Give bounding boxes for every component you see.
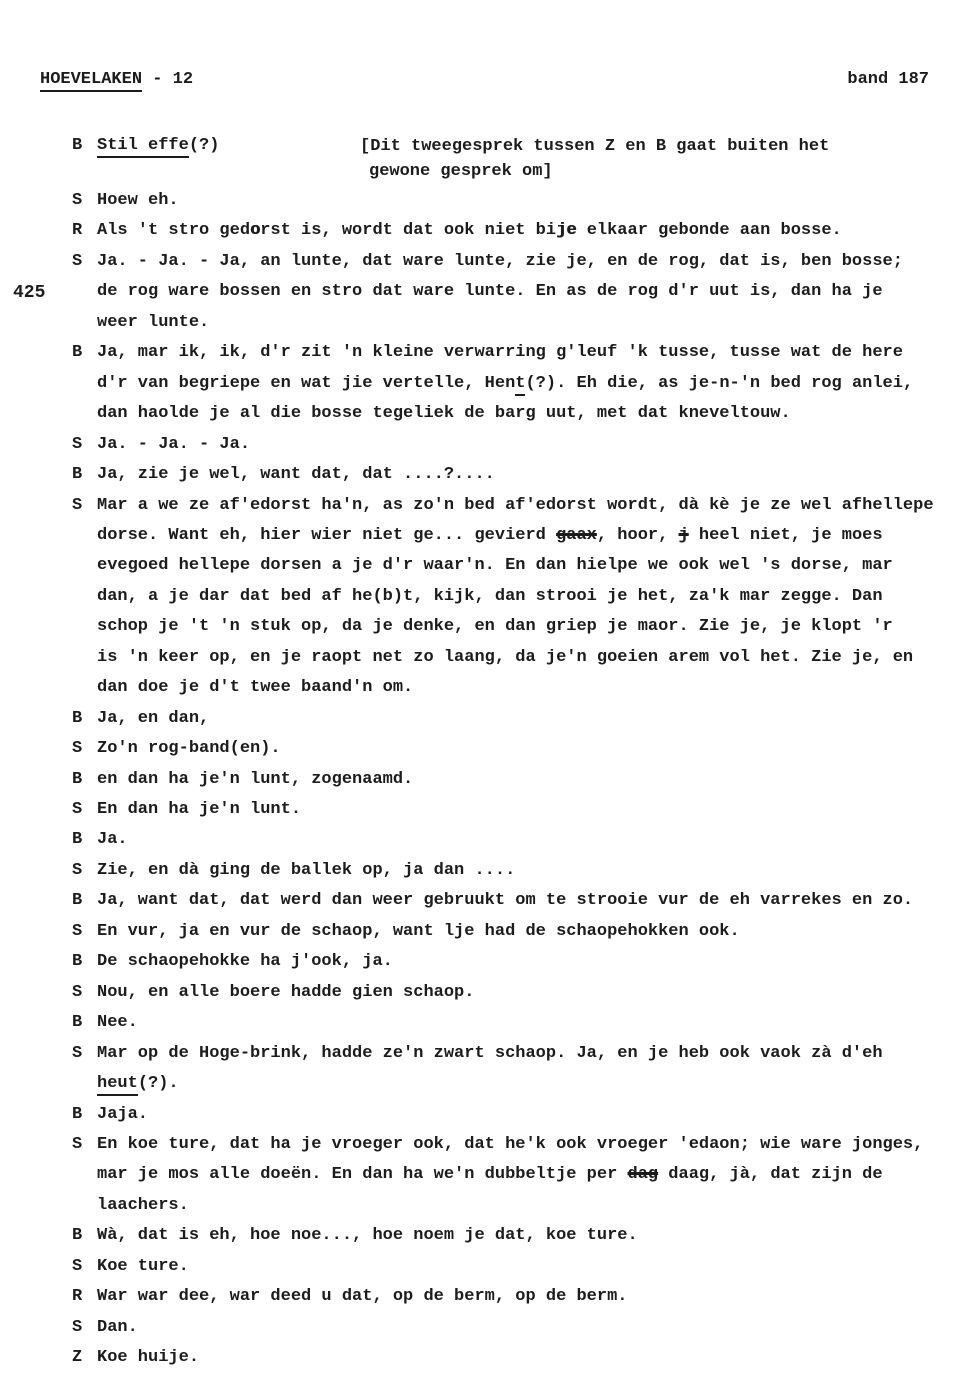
utterance-text: Ja. xyxy=(97,830,128,850)
transcript-line xyxy=(0,770,973,796)
transcript-line-continuation xyxy=(0,648,973,674)
speaker-label: B xyxy=(72,1104,83,1124)
speaker-label: B xyxy=(72,708,83,728)
utterance-text: Hoew eh. xyxy=(97,191,179,210)
transcript-line xyxy=(0,1044,973,1070)
transcript-line xyxy=(0,1135,973,1161)
transcript-line xyxy=(0,952,973,978)
utterance-text: Nou, en alle boere hadde gien schaop. xyxy=(97,982,475,1002)
page-title-number: - 12 xyxy=(142,70,194,89)
utterance-text: Als 't stro gedorst is, wordt dat ook niet bije elkaar gebonde aan bosse. xyxy=(97,221,842,241)
speaker-label: S xyxy=(72,251,83,271)
speaker-label: S xyxy=(72,495,83,515)
utterance-text: De schaopehokke ha j'ook, ja. xyxy=(97,952,393,972)
utterance-text: dan, a je dar dat bed af he(b)t, kijk, dan strooi je het, za'k mar zegge. Dan xyxy=(97,586,883,606)
utterance-text: Zie, en dà ging de ballek op, ja dan .... xyxy=(97,860,516,880)
transcript-line xyxy=(0,496,973,522)
speaker-label: S xyxy=(72,1134,83,1154)
utterance-text: en dan ha je'n lunt, zogenaamd. xyxy=(97,769,414,789)
utterance-text: Zo'n rog-band(en). xyxy=(97,739,281,759)
transcript-line xyxy=(0,1226,973,1252)
transcript-line xyxy=(0,1287,973,1313)
speaker-label: S xyxy=(72,860,83,880)
speaker-label: S xyxy=(72,1256,83,1276)
utterance-text: laachers. xyxy=(97,1195,189,1215)
transcript-line-continuation xyxy=(0,282,973,308)
transcript-line xyxy=(0,861,973,887)
utterance-text: En dan ha je'n lunt. xyxy=(97,800,302,819)
speaker-label: B xyxy=(72,343,83,363)
utterance-text: d'r van begriepe en wat jie vertelle, Hent(?). Eh die, as je-n-'n bed rog anlei, xyxy=(97,374,913,393)
utterance-text: Koe ture. xyxy=(97,1256,189,1276)
utterance-text: Ja. - Ja. - Ja. xyxy=(97,434,251,454)
speaker-label: Z xyxy=(72,1348,83,1368)
interviewer-note-line-1: [Dit tweegesprek tussen Z en B gaat buiten het xyxy=(360,137,830,156)
utterance-text: Jaja. xyxy=(97,1104,149,1124)
interviewer-note-line-2: gewone gesprek om] xyxy=(369,162,553,181)
utterance-text: weer lunte. xyxy=(97,312,210,332)
transcript-line xyxy=(0,221,973,247)
speaker-label: R xyxy=(72,1287,83,1307)
speaker-label: B xyxy=(72,1013,83,1033)
utterance-text: schop je 't 'n stuk op, da je denke, en dan griep je maor. Zie je, je klopt 'r xyxy=(97,617,893,637)
speaker-label: S xyxy=(72,191,83,210)
transcript-line-continuation xyxy=(0,313,973,339)
utterance-text: dan doe je d't twee baand'n om. xyxy=(97,678,414,698)
speaker-label: R xyxy=(72,221,83,241)
page-title-place: HOEVELAKEN xyxy=(40,70,142,92)
transcript-line xyxy=(0,191,973,217)
margin-line-number: 425 xyxy=(13,283,46,303)
utterance-text: Ja. - Ja. - Ja, an lunte, dat ware lunte, zie je, en de rog, dat is, ben bosse; xyxy=(97,251,903,271)
utterance-text: War war dee, war deed u dat, op de berm, op de berm. xyxy=(97,1287,628,1307)
transcript-line-continuation xyxy=(0,617,973,643)
speaker-label: B xyxy=(72,465,83,485)
utterance-text: Dan. xyxy=(97,1317,138,1337)
page-title xyxy=(40,70,193,89)
utterance-text: En vur, ja en vur de schaop, want lje had de schaopehokken ook. xyxy=(97,921,740,941)
transcript-line-continuation xyxy=(0,556,973,582)
utterance-text: evegoed hellepe dorsen a je d'r waar'n. En dan hielpe we ook wel 's dorse, mar xyxy=(97,556,893,576)
transcript-line xyxy=(0,1105,973,1131)
utterance-text: Mar op de Hoge-brink, hadde ze'n zwart schaop. Ja, en je heb ook vaok zà d'eh xyxy=(97,1043,883,1063)
utterance-text: Wà, dat is eh, hoe noe..., hoe noem je dat, koe ture. xyxy=(97,1226,638,1246)
transcript-line xyxy=(0,1013,973,1039)
utterance-text: dan haolde je al die bosse tegeliek de barg uut, met dat kneveltouw. xyxy=(97,404,791,424)
utterance-text: Ja, en dan, xyxy=(97,708,210,728)
utterance-text: Stil effe(?) xyxy=(97,136,219,155)
utterance-text: heut(?). xyxy=(97,1074,179,1093)
transcript-line xyxy=(0,800,973,826)
transcript-line-continuation xyxy=(0,404,973,430)
utterance-text: de rog ware bossen en stro dat ware lunte. En as de rog d'r uut is, dan ha je xyxy=(97,282,883,302)
speaker-label: B xyxy=(72,952,83,972)
speaker-label: B xyxy=(72,891,83,911)
speaker-label: S xyxy=(72,800,83,819)
transcript-line xyxy=(0,252,973,278)
transcript-line xyxy=(0,983,973,1009)
transcript-line xyxy=(0,739,973,765)
transcript-line xyxy=(0,1318,973,1344)
speaker-label: B xyxy=(72,769,83,789)
utterance-text: mar je mos alle doeën. En dan ha we'n dubbeltje per dag daag, jà, dat zijn de xyxy=(97,1165,883,1185)
transcript-line xyxy=(0,435,973,461)
band-label: band 187 xyxy=(847,70,929,89)
speaker-label: B xyxy=(72,1226,83,1246)
utterance-text: Ja, want dat, dat werd dan weer gebruukt om te strooie vur de eh varrekes en zo. xyxy=(97,891,914,911)
transcript-line xyxy=(0,709,973,735)
utterance-text: is 'n keer op, en je raopt net zo laang, da je'n goeien arem vol het. Zie je, en xyxy=(97,647,914,667)
speaker-label: S xyxy=(72,1317,83,1337)
speaker-label: S xyxy=(72,1043,83,1063)
transcript-line xyxy=(0,922,973,948)
utterance-text: Ja, zie je wel, want dat, dat ....?.... xyxy=(97,465,495,485)
transcript-line-continuation xyxy=(0,374,973,400)
utterance-text: dorse. Want eh, hier wier niet ge... gevierd gaax, hoor, j heel niet, je moes xyxy=(97,525,883,545)
speaker-label: S xyxy=(72,739,83,759)
utterance-text: Koe huije. xyxy=(97,1348,200,1368)
utterance-text: En koe ture, dat ha je vroeger ook, dat he'k ook vroeger 'edaon; wie ware jonges, xyxy=(97,1134,924,1154)
transcript-line-continuation xyxy=(0,1074,973,1100)
transcript-line-continuation xyxy=(0,526,973,552)
transcript-line-continuation xyxy=(0,1196,973,1222)
utterance-text: Mar a we ze af'edorst ha'n, as zo'n bed af'edorst wordt, dà kè je ze wel afhellepe xyxy=(97,495,934,515)
transcript-line xyxy=(0,1348,973,1374)
transcript-line xyxy=(0,891,973,917)
utterance-text: Nee. xyxy=(97,1013,138,1033)
utterance-text: Ja, mar ik, ik, d'r zit 'n kleine verwarring g'leuf 'k tusse, tusse wat de here xyxy=(97,343,903,363)
speaker-label: B xyxy=(72,830,83,850)
transcript-line-continuation xyxy=(0,587,973,613)
transcript-line xyxy=(0,343,973,369)
transcript-line-continuation xyxy=(0,1165,973,1191)
transcript-line-continuation xyxy=(0,678,973,704)
transcript-line xyxy=(0,136,973,162)
speaker-label: S xyxy=(72,982,83,1002)
speaker-label: S xyxy=(72,434,83,454)
transcript-line xyxy=(0,830,973,856)
transcript-line xyxy=(0,465,973,491)
speaker-label: S xyxy=(72,921,83,941)
transcript-line xyxy=(0,1257,973,1283)
speaker-label: B xyxy=(72,136,83,155)
